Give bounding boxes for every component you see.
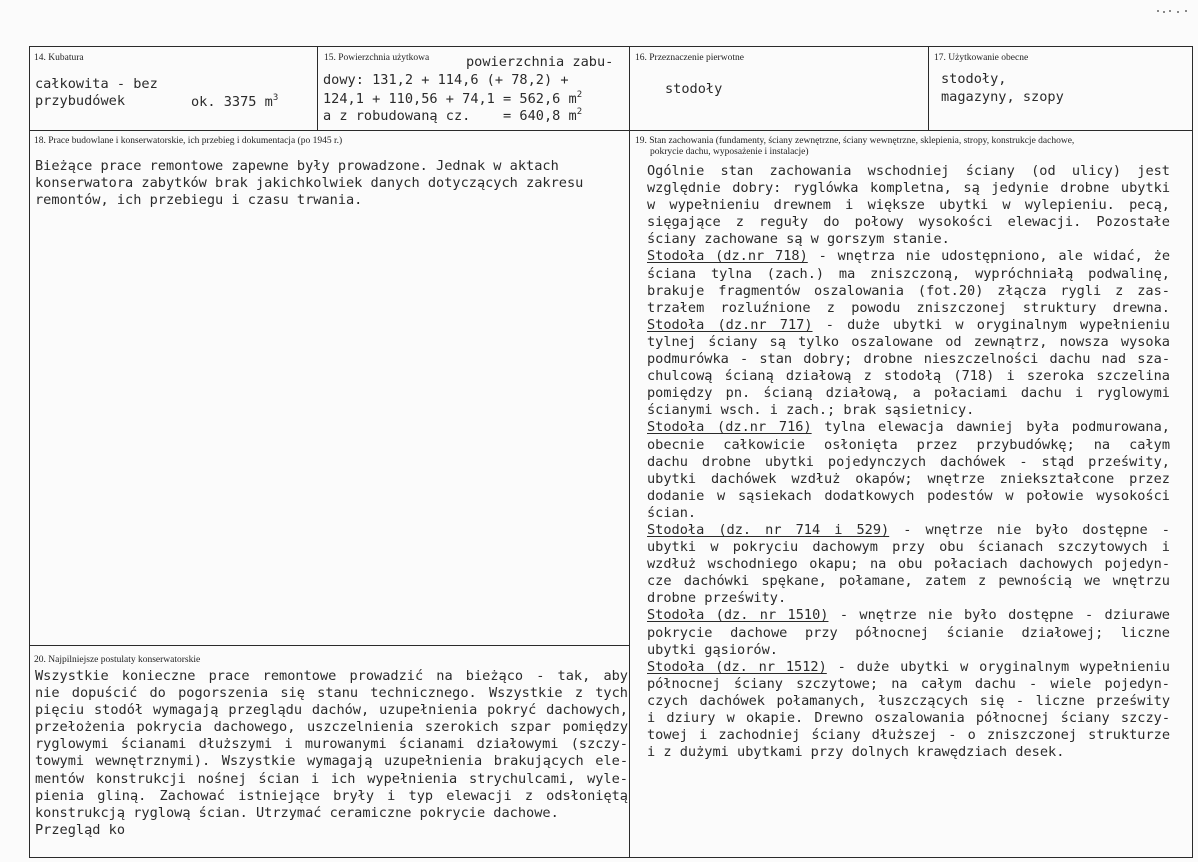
divider-14-15	[317, 46, 318, 130]
field-20-line: ryglowymi ścianami dłuższymi i murowanymi ścianami działowymi (szczy-	[35, 736, 628, 753]
field-17-line1: stodoły,	[941, 71, 1007, 87]
field-17-label: 17. Użytkowanie obecne	[934, 53, 1029, 63]
field-17-line2: magazyny, szopy	[941, 89, 1064, 105]
field-15-line2: dowy: 131,2 + 114,6 (+ 78,2) +	[323, 72, 569, 88]
field-14-line2b	[191, 93, 278, 110]
field-15-line1: powierzchnia zabu-	[466, 54, 614, 70]
divider-18-20	[29, 645, 629, 646]
field-20-line: przełożenia pokrycia dachowego, uszczelnienia szerokich szpar pomiędzy	[35, 719, 628, 736]
field-20-line: nie dopuścić do pogorszenia się stanu technicznego. Wszystkie z tych	[35, 685, 628, 702]
field-14-line2a: przybudówek	[35, 93, 126, 109]
field-19-line: ubytki w pokryciu dachowym przy obu ścianach szczytowych i	[647, 539, 1170, 556]
field-15-line3-sup: 2	[576, 90, 583, 100]
field-19-line: Stodoła (dz. nr 1510) - wnętrze nie było dostępne - dziurawe	[647, 607, 1170, 624]
field-19-line: Stodoła (dz. nr 1512) - duże ubytki w oryginalnym wypełnieniu	[647, 658, 1170, 675]
field-19-line: pomiędzy pn. ścianą działową, a połaciami dachu i ryglowymi	[647, 385, 1170, 402]
scan-specks	[1155, 10, 1195, 14]
field-15-line4	[323, 107, 582, 124]
field-19-line: w wypełnieniu drewnem i większe ubytki w wylepieniu. pecą,	[647, 197, 1170, 214]
field-19-line: podmurówka - stan dobry; drobne nieszczelności dachu nad sza-	[647, 351, 1170, 368]
field-18-line: Bieżące prace remontowe zapewne były prowadzone. Jednak w aktach	[35, 158, 559, 174]
barn-heading: Stodoła (dz. nr 1512)	[647, 658, 827, 675]
field-19-line: północnej ściany szczytowe; na całym dachu - wiele pojedyn-	[647, 675, 1170, 692]
field-20-label: 20. Najpilniejsze postulaty konserwatorskie	[34, 655, 201, 665]
barn-heading: Stodoła (dz.nr 718)	[647, 248, 808, 265]
field-20-line: Wszystkie konieczne prace remontowe prowadzić na bieżąco - tak, aby	[35, 668, 628, 684]
field-18-line: remontów, ich przebiegu i czasu trwania.	[35, 192, 363, 209]
field-18-text	[35, 158, 620, 209]
field-19-line: czych dachówek połamanych, łuszczących się - liczne prześwity	[647, 692, 1170, 709]
field-19-text	[647, 163, 1170, 761]
field-19-line: chulcową ścianą działową z stodołą (718) i szeroka szczelina	[647, 368, 1170, 385]
field-20-line: pienia gliną. Zachować istniejące bryły i typ elewacji z odsłoniętą	[35, 787, 628, 804]
field-19-line: względnie dobry: ryglówka kompletna, są jedynie drobne ubytki	[647, 180, 1170, 197]
field-19-line: ubytki dachówek wzdłuż okapów; wnętrze zniekształcone przez	[647, 470, 1170, 487]
field-19-line: ubytki gąsiorów.	[647, 641, 778, 658]
field-18-label: 18. Prace budowlane i konserwatorskie, ich przebieg i dokumentacja (po 1945 r.)	[34, 136, 343, 146]
field-19-line: Stodoła (dz.nr 718) - wnętrza nie udostępniono, ale widać, że	[647, 248, 1170, 265]
field-20-line: Przegląd ko	[35, 821, 126, 838]
field-19-line: towej i zachodniej ściany dłuższej - o zniszczonej strukturze	[647, 727, 1170, 744]
field-20-line: konstrukcją ryglową ścian. Utrzymać ceramiczne pokrycie dachowe.	[35, 804, 559, 821]
field-14-line1: całkowita - bez	[35, 76, 158, 92]
field-19-line: Stodoła (dz.nr 716) tylna elewacja dawniej była podmurowana,	[647, 419, 1170, 436]
field-19-line: ścianymi wsch. i zach.; brak sąsietnicy.	[647, 402, 975, 419]
field-15-label: 15. Powierzchnia użytkowa	[324, 53, 430, 63]
field-19-line: brakuje fragmentów oszalowania (fot.20) złącza rygli z zas-	[647, 282, 1170, 299]
divider-row1	[29, 130, 1193, 131]
field-19-label-line2: pokrycie dachu, wyposażenie i instalacje)	[650, 147, 809, 157]
field-14-label: 14. Kubatura	[34, 53, 84, 63]
field-20-line: mentów konstrukcji nośnej ścian i ich wypełnienia strychulcami, wyle-	[35, 770, 628, 787]
field-19-line: ścian.	[647, 504, 697, 521]
field-15-line4-sup: 2	[576, 107, 583, 117]
field-19-line: dachu drobne ubytki pojedynczych dachówek - stąd prześwity,	[647, 453, 1170, 470]
field-19-line: trzałem rozluźnione z powodu zniszczonej struktury drewna.	[647, 299, 1170, 316]
field-19-line: ściana tylna (zach.) ma zniszczoną, wypróchniałą podwalinę,	[647, 265, 1170, 282]
field-18-line: konserwatora zabytków brak jakichkolwiek danych dotyczących zakresu	[35, 175, 584, 192]
field-19-line: Stodoła (dz.nr 717) - duże ubytki w oryginalnym wypełnieniu	[647, 316, 1170, 333]
field-19-line: ściany zachowane są w gorszym stanie.	[647, 231, 950, 248]
barn-heading: Stodoła (dz. nr 1510)	[647, 607, 829, 624]
field-15-line3-text: 124,1 + 110,56 + 74,1 = 562,6 m	[323, 91, 577, 107]
field-19-line: Ogólnie stan zachowania wschodniej ściany (od ulicy) jest	[647, 163, 1170, 179]
field-16-label: 16. Przeznaczenie pierwotne	[635, 53, 744, 63]
field-14-volume: ok. 3375 m	[191, 94, 273, 110]
field-19-line: cze dachówki spękane, połamane, zatem z pewnością we wnętrzu	[647, 573, 1170, 590]
field-19-line: pokrycie dachowe przy północnej ścianie działowej; liczne	[647, 624, 1170, 641]
divider-main-vertical	[629, 46, 630, 858]
barn-heading: Stodoła (dz. nr 714 i 529)	[647, 521, 890, 538]
field-19-line: i z dużymi ubytkami przy dolnych krawędziach desek.	[647, 744, 1065, 761]
field-14-unit-sup: 3	[272, 93, 279, 103]
field-15-line4-text: a z robudowaną cz. = 640,8 m	[323, 108, 577, 124]
field-16-value: stodoły	[665, 81, 723, 97]
field-20-line: pięciu stodół wymagają przeglądu dachów, uzupełnienia pokryć dachowych,	[35, 702, 628, 719]
field-15-line3	[323, 90, 582, 107]
field-19-line: obecnie całkowicie osłonięta przez przybudówkę; na całym	[647, 436, 1170, 453]
divider-16-17	[928, 46, 929, 130]
field-19-label-line1: 19. Stan zachowania (fundamenty, ściany zewnętrzne, ściany wewnętrzne, sklepienia, stropy, konstrukcje dachowe,	[635, 136, 1075, 146]
field-19-line: dodanie w sąsiekach dodatkowych podestów w połowie wysokości	[647, 487, 1170, 504]
field-19-line: i dziury w okapie. Drewno oszalowania północnej ściany szczy-	[647, 710, 1170, 726]
field-19-line: tylnej ściany są tylko oszalowane od zewnątrz, nowsza wysoka	[647, 333, 1170, 350]
barn-heading: Stodoła (dz.nr 717)	[647, 316, 813, 333]
field-19-line: wzdłuż wschodniego okapu; na obu połaciach dachowych pojedyn-	[647, 556, 1170, 573]
field-20-text	[35, 668, 628, 839]
field-19-line: sięgające z reguły do połowy wysokości elewacji. Pozostałe	[647, 214, 1170, 231]
field-20-line: towymi wewnętrznymi). Wszystkie wymagają uzupełnienia brakujących ele-	[35, 753, 628, 770]
field-19-line: drobne prześwity.	[647, 590, 787, 607]
barn-heading: Stodoła (dz.nr 716)	[647, 419, 812, 436]
field-19-line: Stodoła (dz. nr 714 i 529) - wnętrze nie było dostępne -	[647, 521, 1170, 538]
